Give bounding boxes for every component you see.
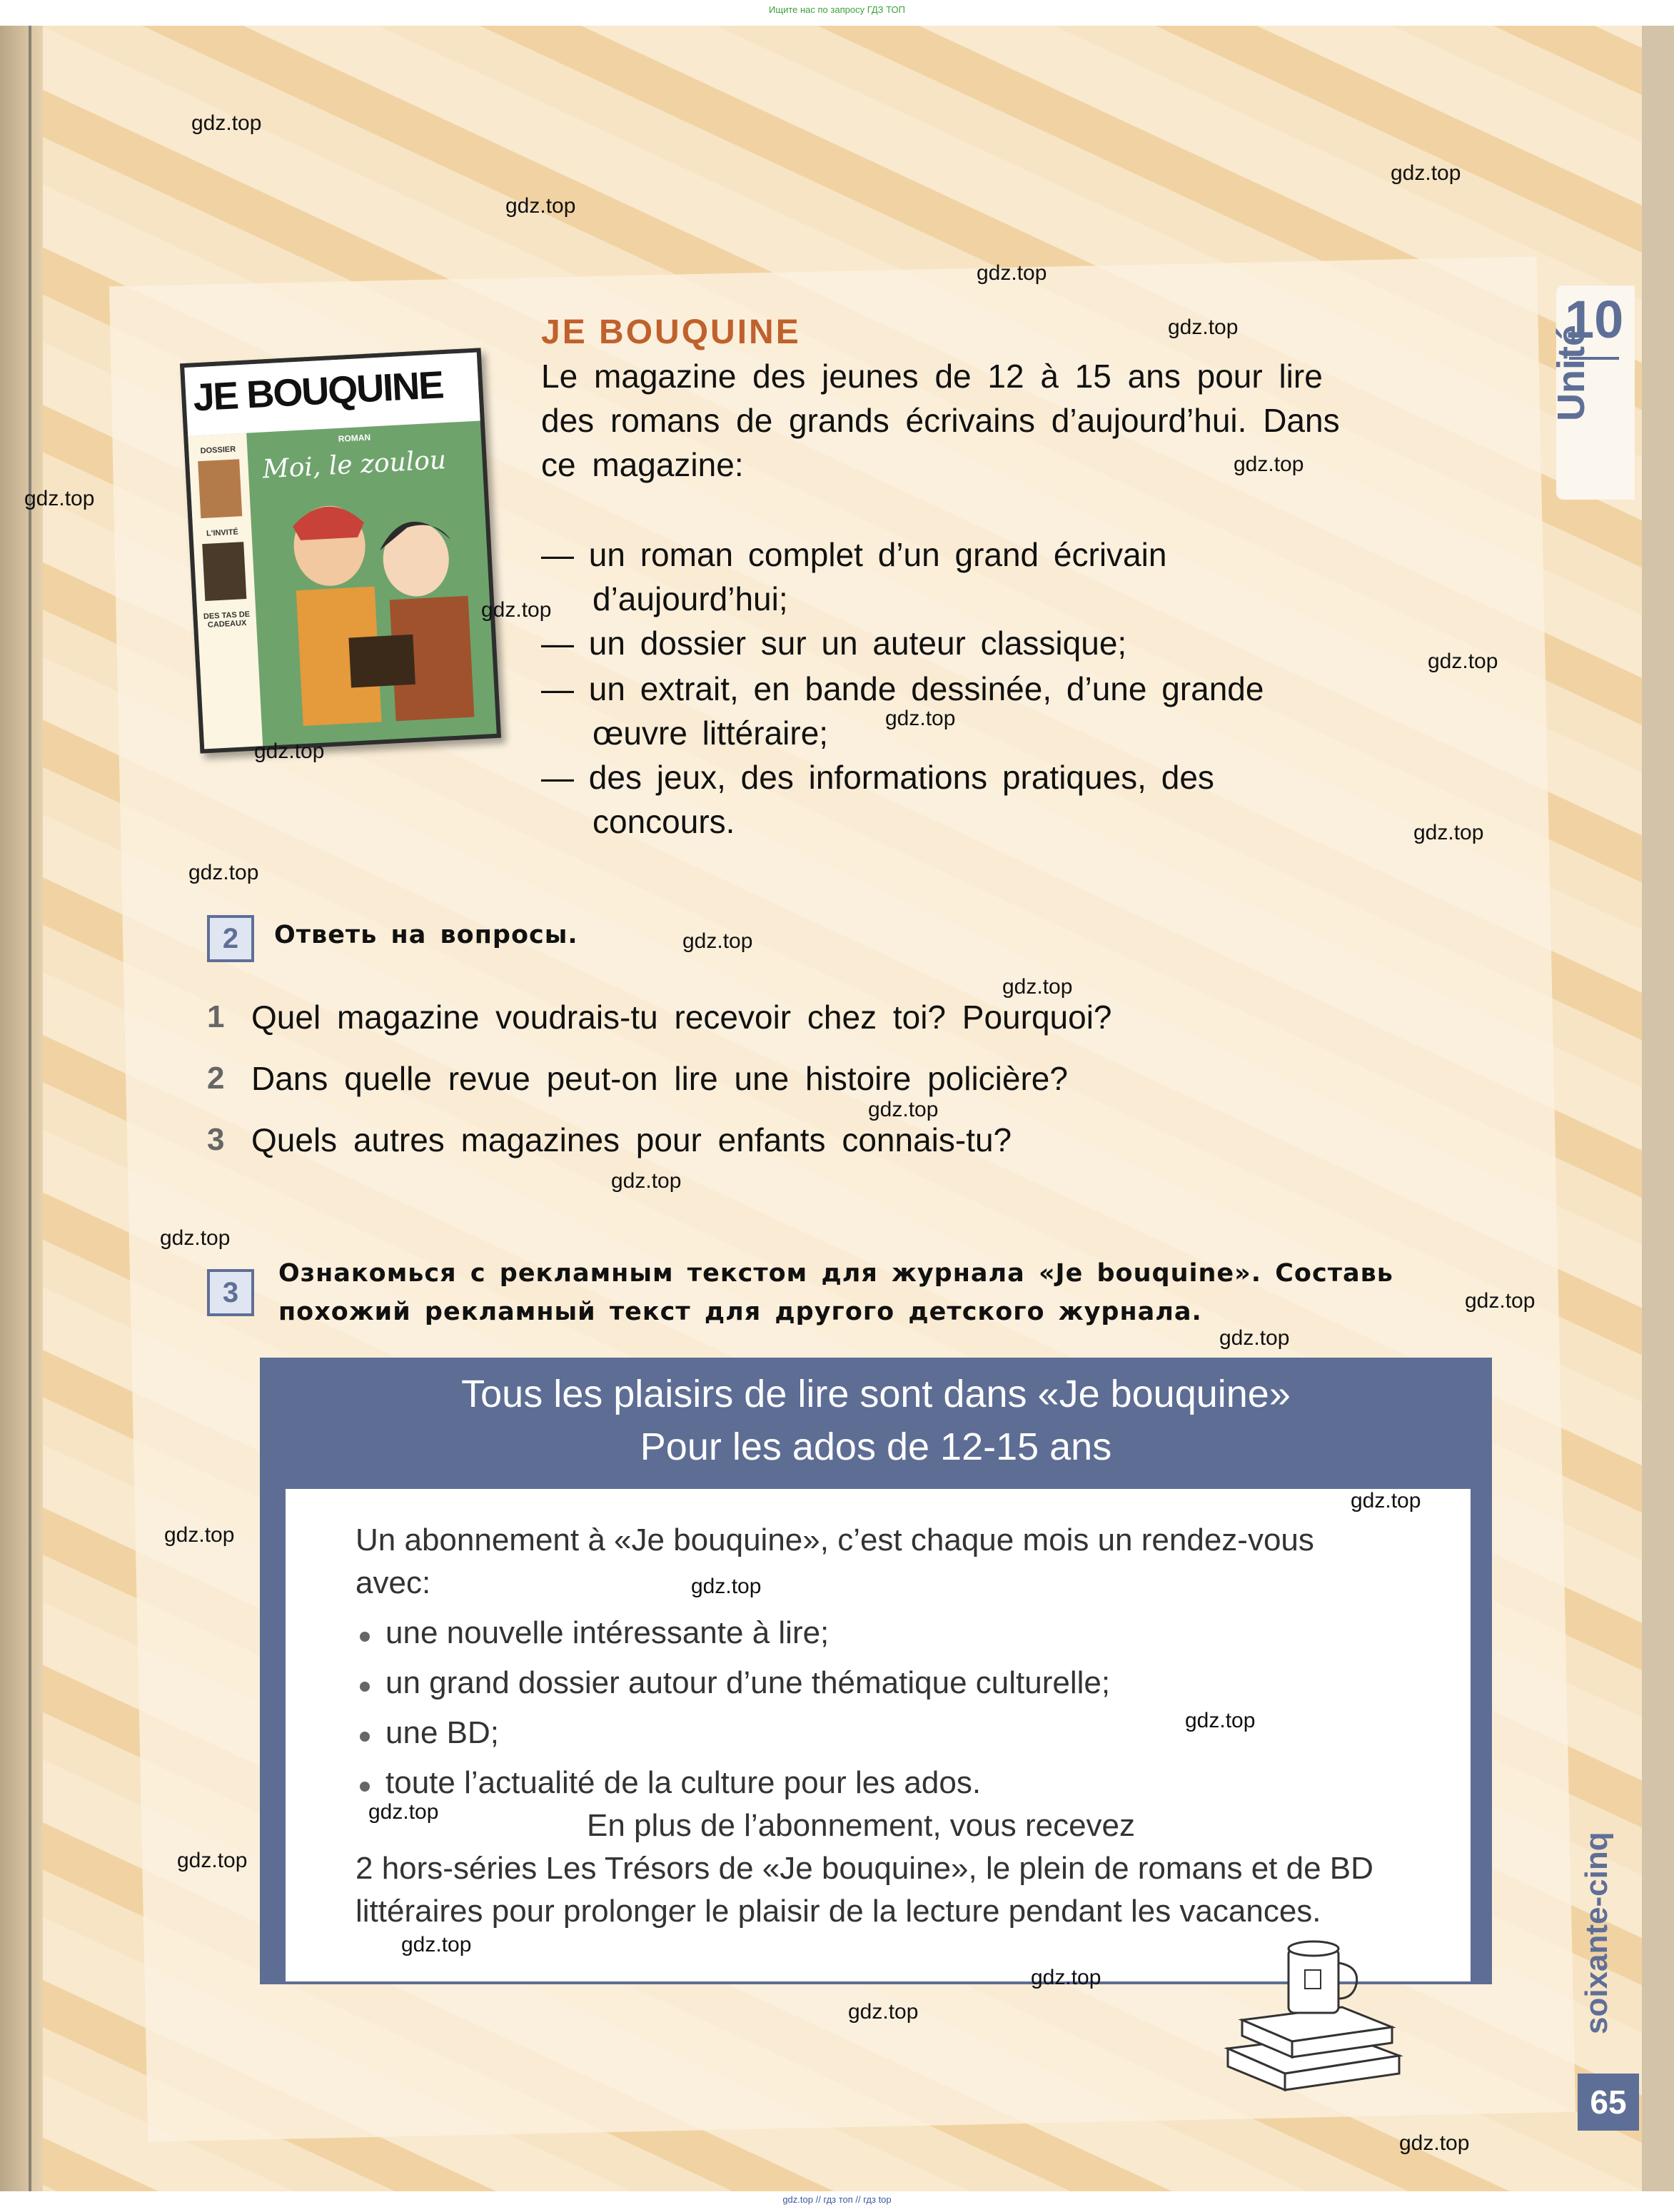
- watermark: gdz.top: [401, 1933, 472, 1956]
- watermark: gdz.top: [977, 261, 1047, 285]
- ad-bullet-text: toute l’actualité de la culture pour les ados.: [385, 1765, 982, 1800]
- page-word: soixante-cinq: [1579, 1832, 1614, 2034]
- feature-line: — des jeux, des informations pratiques, des: [541, 759, 1214, 796]
- watermark: gdz.top: [24, 487, 95, 510]
- page-edge-right: [1642, 21, 1674, 2191]
- question-number: 1: [207, 999, 225, 1034]
- ad-subtitle: Pour les ados de 12-15 ans: [640, 1425, 1112, 1468]
- books-and-mug-illustration: [1221, 1927, 1406, 2091]
- watermark: gdz.top: [885, 707, 956, 730]
- watermark: gdz.top: [1168, 315, 1239, 339]
- ad-extra-line: En plus de l’abonnement, vous recevez: [587, 1808, 1136, 1843]
- unit-word: Unité: [1550, 325, 1593, 421]
- watermark: gdz.top: [188, 861, 259, 884]
- cover-illustration: [263, 488, 489, 734]
- ad-bullet-text: une nouvelle intéressante à lire;: [385, 1615, 830, 1650]
- watermark: gdz.top: [481, 598, 552, 622]
- bullet-dot: [360, 1632, 370, 1642]
- watermark: gdz.top: [1399, 2131, 1470, 2155]
- intro-line: ce magazine:: [541, 446, 744, 483]
- ad-line: Un abonnement à «Je bouquine», c’est chaque mois un rendez-vous: [356, 1522, 1314, 1557]
- cover-side-item: DES TAS DE CADEAUX: [203, 610, 251, 630]
- unit-number: 10: [1565, 290, 1624, 349]
- task-instruction-line: похожий рекламный текст для другого детского журнала.: [278, 1298, 1202, 1326]
- spine-line: [29, 21, 31, 2191]
- question-text: Quels autres magazines pour enfants connais-tu?: [251, 1121, 1012, 1158]
- watermark: gdz.top: [177, 1849, 248, 1872]
- feature-line: d’aujourd’hui;: [593, 580, 788, 617]
- watermark: gdz.top: [1185, 1709, 1256, 1732]
- bullet-dot: [360, 1782, 370, 1792]
- watermark: gdz.top: [1219, 1326, 1290, 1350]
- question-text: Dans quelle revue peut-on lire une histoire policière?: [251, 1060, 1068, 1097]
- intro-line: des romans de grands écrivains d’aujourd’hui. Dans: [541, 402, 1340, 439]
- cover-novel-title: Moi, le zoulou: [261, 445, 448, 485]
- watermark: gdz.top: [611, 1169, 682, 1193]
- watermark: gdz.top: [1428, 650, 1498, 673]
- watermark: gdz.top: [368, 1800, 439, 1824]
- page-number: 65: [1578, 2074, 1639, 2131]
- book-spine-edge: [0, 21, 43, 2191]
- watermark: gdz.top: [691, 1575, 762, 1598]
- ad-title: Tous les plaisirs de lire sont dans «Je bouquine»: [461, 1373, 1291, 1415]
- cover-side-panel: [188, 433, 263, 749]
- task-instruction: Ответь на вопросы.: [274, 921, 578, 949]
- watermark: gdz.top: [848, 2000, 919, 2024]
- ad-extra-line: littéraires pour prolonger le plaisir de la lecture pendant les vacances.: [356, 1894, 1321, 1929]
- ad-bullet-text: un grand dossier autour d’une thématique culturelle;: [385, 1665, 1111, 1700]
- magazine-cover-image: [180, 348, 501, 753]
- watermark: gdz.top: [868, 1098, 939, 1121]
- bullet-dot: [360, 1732, 370, 1742]
- feature-line: concours.: [593, 803, 735, 840]
- watermark: gdz.top: [1351, 1489, 1421, 1512]
- watermark: gdz.top: [191, 111, 262, 135]
- feature-line: — un extrait, en bande dessinée, d’une grande: [541, 670, 1264, 707]
- watermark: gdz.top: [160, 1226, 231, 1250]
- magazine-heading: JE BOUQUINE: [541, 313, 801, 351]
- bottom-note[interactable]: gdz.top // гдз топ // гдз top: [782, 2194, 892, 2205]
- cover-side-item: DOSSIER: [200, 445, 236, 456]
- watermark: gdz.top: [1413, 821, 1484, 844]
- watermark: gdz.top: [1002, 975, 1073, 999]
- question-number: 3: [207, 1122, 225, 1157]
- watermark: gdz.top: [1391, 161, 1461, 185]
- ad-line: avec:: [356, 1565, 431, 1600]
- watermark: gdz.top: [1234, 453, 1304, 476]
- bullet-dot: [360, 1682, 370, 1692]
- task-instruction-line: Ознакомься с рекламным текстом для журнала «Je bouquine». Составь: [278, 1259, 1393, 1288]
- feature-line: — un dossier sur un auteur classique;: [541, 625, 1127, 662]
- watermark: gdz.top: [164, 1523, 235, 1547]
- watermark: gdz.top: [254, 739, 325, 763]
- watermark: gdz.top: [505, 194, 576, 218]
- intro-line: Le magazine des jeunes de 12 à 15 ans pour lire: [541, 358, 1323, 395]
- cover-side-item: L'INVITÉ: [206, 527, 239, 538]
- task-number-box: 2: [207, 915, 254, 962]
- watermark: gdz.top: [1465, 1289, 1536, 1313]
- task-number-box: 3: [207, 1269, 254, 1316]
- ad-extra-line: 2 hors-séries Les Trésors de «Je bouquine», le plein de romans et de BD: [356, 1851, 1373, 1886]
- watermark: gdz.top: [682, 929, 753, 953]
- cover-novel-label: ROMAN: [338, 432, 371, 444]
- cover-title: JE BOUQUINE: [191, 363, 444, 420]
- feature-line: — un roman complet d’un grand écrivain: [541, 536, 1167, 573]
- feature-line: œuvre littéraire;: [593, 714, 829, 752]
- question-text: Quel magazine voudrais-tu recevoir chez toi? Pourquoi?: [251, 999, 1112, 1036]
- question-number: 2: [207, 1061, 225, 1096]
- ad-bullet-text: une BD;: [385, 1715, 499, 1750]
- top-note[interactable]: Ищите нас по запросу ГДЗ ТОП: [769, 4, 905, 15]
- watermark: gdz.top: [1031, 1966, 1101, 1989]
- cover-banner: [184, 353, 480, 436]
